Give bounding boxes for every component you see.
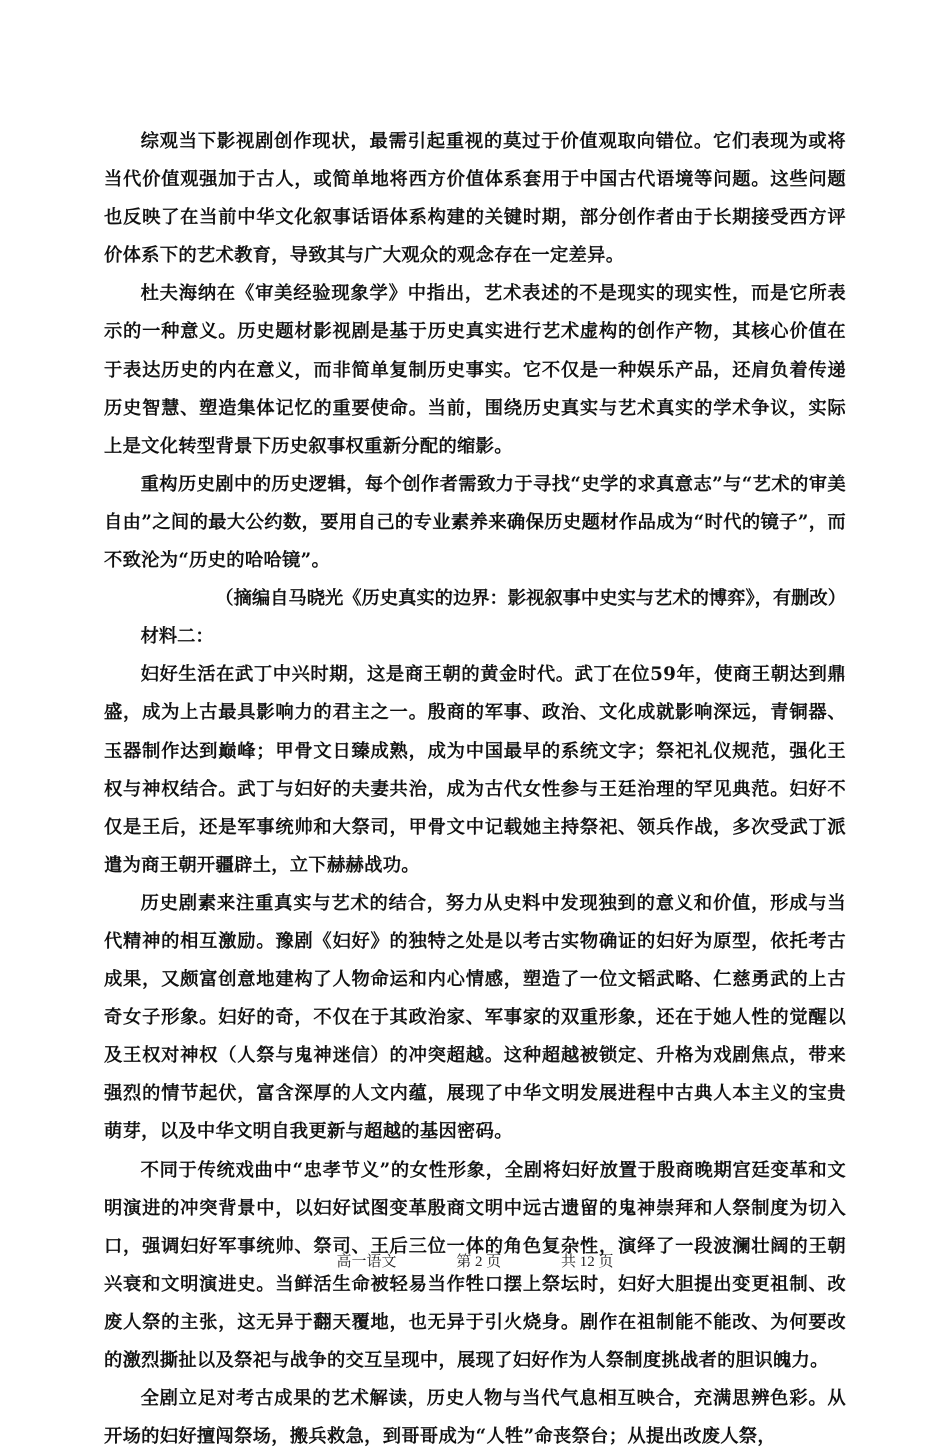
source-citation: （摘编自马晓光《历史真实的边界：影视叙事中史实与艺术的博弈》，有删改）: [215, 588, 846, 610]
footer-page-number: 第 2 页: [456, 1254, 502, 1270]
footer-total-pages: 共 12 页: [561, 1254, 614, 1270]
page-footer: [0, 1250, 950, 1271]
paragraph: 不同于传统戏曲中“忠孝节义”的女性形象，全剧将妇好放置于殷商晚期宫廷变革和文明演进的冲突背景中，以妇好试图变革殷商文明中远古遗留的鬼神崇拜和人祭制度为切入口，强调妇好军事统帅、祭司、王后三位一体的角色复杂性，演绎了一段波澜壮阔的王朝兴衰和文明演进史。当鲜活生命被轻易当作牲口摆上祭坛时，妇好大胆提出变更祖制、改废人祭的主张，这无异于翻天覆地，也无异于引火烧身。剧作在祖制能不能改、为何要改的激烈撕扯以及祭祀与战争的交互呈现中，展现了妇好作为人祭制度挑战者的胆识魄力。: [104, 1159, 846, 1371]
paragraph: 综观当下影视剧创作现状，最需引起重视的莫过于价值观取向错位。它们表现为或将当代价值观强加于古人，或简单地将西方价值体系套用于中国古代语境等问题。这些问题也反映了在当前中华文化叙事话语体系构建的关键时期，部分创作者由于长期接受西方评价体系下的艺术教育，导致其与广大观众的观念存在一定差异。: [104, 131, 846, 267]
paragraph: 全剧立足对考古成果的艺术解读，历史人物与当代气息相互映合，充满思辨色彩。从开场的妇好擅闯祭场，搬兵救急，到哥哥成为“人牲”命丧祭台；从提出改废人祭，: [104, 1388, 846, 1448]
paragraph: 重构历史剧中的历史逻辑，每个创作者需致力于寻找“史学的求真意志”与“艺术的审美自由”之间的最大公约数，要用自己的专业素养来确保历史题材作品成为“时代的镜子”，而不致沦为“历史的哈哈镜”。: [104, 473, 846, 572]
paragraph: 妇好生活在武丁中兴时期，这是商王朝的黄金时代。武丁在位59年，使商王朝达到鼎盛，成为上古最具影响力的君主之一。殷商的军事、政治、文化成就影响深远，青铜器、玉器制作达到巅峰；甲骨文日臻成熟，成为中国最早的系统文字；祭祀礼仪规范，强化王权与神权结合。武丁与妇好的夫妻共治，成为古代女性参与王廷治理的罕见典范。妇好不仅是王后，还是军事统帅和大祭司，甲骨文中记载她主持祭祀、领兵作战，多次受武丁派遣为商王朝开疆辟土，立下赫赫战功。: [104, 664, 846, 876]
footer-subject: 高一语文: [336, 1254, 397, 1270]
material-heading: 材料二：: [140, 626, 214, 648]
paragraph: 杜夫海纳在《审美经验现象学》中指出，艺术表述的不是现实的现实性，而是它所表示的一种意义。历史题材影视剧是基于历史真实进行艺术虚构的创作产物，其核心价值在于表达历史的内在意义，而非简单复制历史事实。它不仅是一种娱乐产品，还肩负着传递历史智慧、塑造集体记忆的重要使命。当前，围绕历史真实与艺术真实的学术争议，实际上是文化转型背景下历史叙事权重新分配的缩影。: [104, 283, 846, 457]
paragraph: 历史剧素来注重真实与艺术的结合，努力从史料中发现独到的意义和价值，形成与当代精神的相互激励。豫剧《妇好》的独特之处是以考古实物确证的妇好为原型，依托考古成果，又颇富创意地建构了人物命运和内心情感，塑造了一位文韬武略、仁慈勇武的上古奇女子形象。妇好的奇，不仅在于其政治家、军事家的双重形象，还在于她人性的觉醒以及王权对神权（人祭与鬼神迷信）的冲突超越。这种超越被锁定、升格为戏剧焦点，带来强烈的情节起伏，富含深厚的人文内蕴，展现了中华文明发展进程中古典人本主义的宝贵萌芽，以及中华文明自我更新与超越的基因密码。: [104, 892, 846, 1143]
